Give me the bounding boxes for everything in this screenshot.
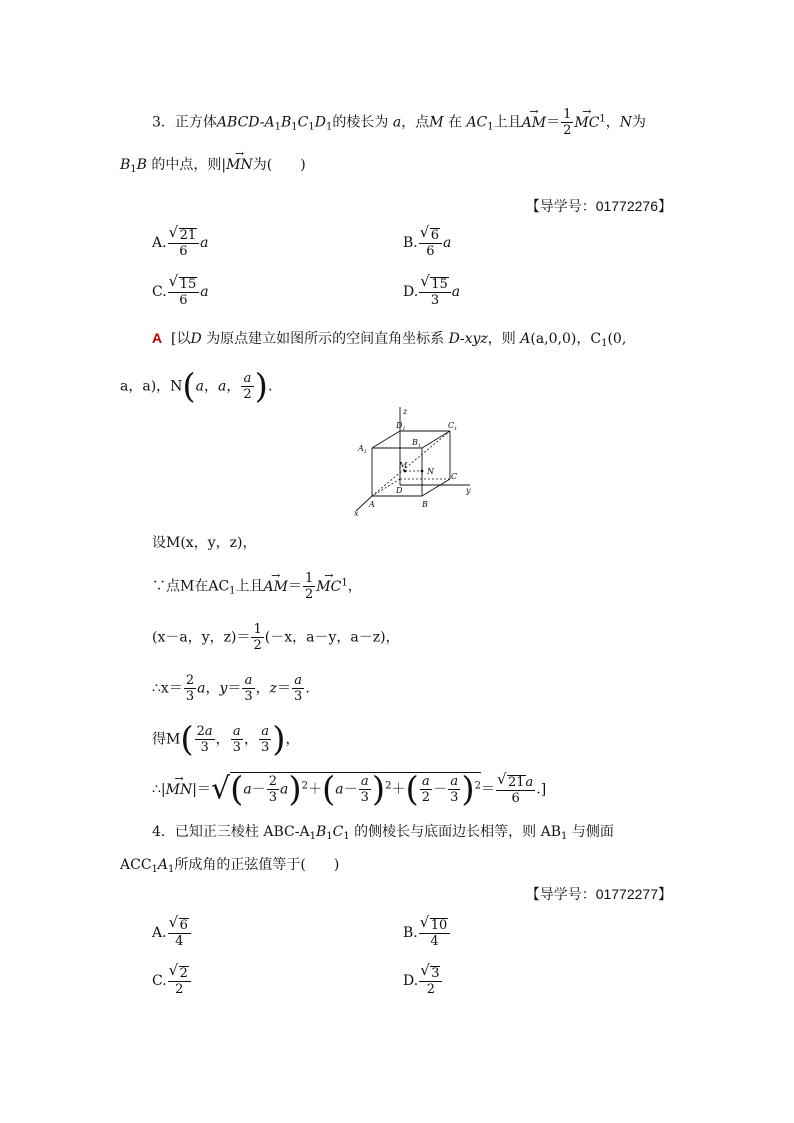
q3-solution-line1: A [以D 为原点建立如图所示的空间直角坐标系 D-xyz，则 A(a,0,0)，$C_1(0$, bbox=[152, 330, 627, 349]
solution-text: ∴x＝ bbox=[152, 680, 183, 697]
q4-option-c[interactable] bbox=[152, 966, 192, 996]
option-radicand: 15 bbox=[179, 277, 197, 292]
label-a: A bbox=[369, 500, 375, 509]
option-letter: D. bbox=[403, 284, 419, 300]
point-n bbox=[421, 470, 424, 473]
option-radicand: 6 bbox=[179, 918, 188, 933]
option-letter: A. bbox=[152, 925, 167, 941]
option-denominator: 6 bbox=[179, 293, 188, 308]
option-letter: C. bbox=[152, 284, 167, 300]
q4-text: 所成角的正弦值等于( ) bbox=[174, 857, 340, 873]
solution-text: 上且 bbox=[235, 578, 264, 595]
solution-text: 设M(x，y，z)， bbox=[152, 535, 257, 551]
point-m bbox=[404, 470, 407, 473]
q3-text: 在 bbox=[447, 114, 462, 131]
label-m: M bbox=[399, 461, 408, 470]
label-x: x bbox=[354, 509, 359, 517]
q3-number: 3． bbox=[152, 114, 175, 131]
option-denominator: 3 bbox=[430, 293, 440, 308]
option-letter: A. bbox=[152, 235, 167, 251]
option-denominator: 6 bbox=[179, 244, 188, 259]
label-c: C bbox=[451, 472, 458, 481]
answer-label: A bbox=[152, 330, 163, 346]
q3-text: ， bbox=[605, 114, 620, 131]
option-denominator: 2 bbox=[426, 982, 435, 997]
label-y: y bbox=[466, 486, 471, 495]
solution-text: (x－a，y，z)＝ bbox=[152, 629, 251, 646]
q4-text: 已知正三棱柱 ABC-A bbox=[174, 824, 310, 840]
label-b1: $B_1$ bbox=[412, 438, 422, 449]
solution-text: (0, bbox=[607, 331, 627, 347]
q3-option-d[interactable]: D. √ $\frac{15}{3}$ a bbox=[403, 277, 460, 307]
q3-text: 上且 bbox=[493, 114, 522, 131]
q3-option-a[interactable]: A. √ $\frac{21}{6}$ a bbox=[152, 228, 208, 258]
radical: (a－ $\frac{2}{3}$ a)$^2$＋(a－ $\frac{a}{3}$ )$^2$＋( $\frac{a}{2}$ － $\frac{a}{3}$ )$^2$ bbox=[230, 769, 481, 810]
q3-magnitude-line: ∴|→ MN|＝√(a－ $\frac{2}{3}$ a)$^2$＋(a－ $\frac{a}{3}$ )$^2$＋( $\frac{a}{2}$ － $\frac{a}{3}$ )$^2$＝ √ $\frac{21a}{6}$ .] bbox=[152, 772, 546, 805]
cube-edge bbox=[422, 479, 450, 496]
q4-option-d[interactable] bbox=[403, 966, 443, 996]
q3-cube-name: ABCD-A bbox=[216, 114, 275, 131]
q4-option-a[interactable] bbox=[152, 918, 192, 948]
q3-text: 的中点，则| bbox=[151, 157, 227, 173]
option-radicand: 15 bbox=[431, 277, 448, 292]
option-radicand: 10 bbox=[430, 918, 448, 933]
cube-edge bbox=[422, 431, 450, 448]
q3-text: 为( ) bbox=[252, 157, 306, 173]
label-c1: $C_1$ bbox=[448, 421, 458, 432]
q3-get-m-line: 得M( $\frac{2a}{3}$ ， $\frac{a}{3}$ ， $\frac{a}{3}$ )， bbox=[152, 719, 300, 760]
q3-stem-line1: 3．正方体ABCD-$A_1B_1C_1D_1$的棱长为 a，点M 在 $AC_1$上且→ AM＝ $\frac{1}{2}$ → $MC^1$，N为 bbox=[152, 108, 646, 137]
label-d1: $D_1$ bbox=[396, 421, 406, 432]
q4-option-b[interactable] bbox=[403, 918, 451, 948]
q4-number: 4． bbox=[152, 824, 175, 840]
q3-text: 正方体 bbox=[174, 114, 217, 131]
q4-text: 的侧棱长与底面边长相等，则 AB bbox=[349, 824, 562, 840]
option-radicand: 6 bbox=[430, 228, 440, 243]
q3-stem-line2: $B_1B$ 的中点，则|→ MN为( ) bbox=[120, 155, 306, 175]
q3-solution-line2: a，a)，N(a，a， $\frac{a}{2}$ ). bbox=[120, 366, 273, 407]
q3-text: ，点 bbox=[401, 114, 430, 131]
q4-stem-line1: 4．已知正三棱柱 ABC-$A_1B_1C_1$ 的侧棱长与底面边长相等，则 $AB_1$ 与侧面 bbox=[152, 824, 614, 842]
option-letter: B. bbox=[403, 925, 418, 941]
q3-option-b[interactable]: B. √ $\frac{6}{6}$ a bbox=[403, 228, 451, 258]
solution-text: 得M bbox=[152, 731, 181, 748]
q3-equation-line: (x－a，y，z)＝ $\frac{1}{2}$ (－x，a－y，a－z)， bbox=[152, 622, 400, 653]
label-z: z bbox=[403, 407, 408, 416]
label-d: D bbox=[396, 486, 403, 495]
option-radicand: 21 bbox=[179, 228, 197, 243]
cube-figure bbox=[350, 405, 480, 517]
q3-therefore-line: ∴x＝ $\frac{2}{3}$ a，y＝ $\frac{a}{3}$ ，z＝ $\frac{a}{3}$ . bbox=[152, 673, 310, 704]
label-b: B bbox=[422, 500, 428, 509]
q4-text: 与侧面 bbox=[567, 824, 614, 840]
option-letter: D. bbox=[403, 973, 419, 989]
option-denominator: 4 bbox=[175, 934, 184, 949]
option-denominator: 2 bbox=[175, 982, 184, 997]
option-letter: B. bbox=[403, 235, 418, 251]
solution-text: ∵点M在AC bbox=[152, 578, 230, 595]
solution-text: [以 bbox=[171, 331, 191, 347]
option-radicand: 3 bbox=[431, 966, 440, 981]
q3-set-m bbox=[152, 533, 256, 553]
solution-text: ，则 bbox=[487, 331, 516, 347]
solution-text: (a,0,0)，C bbox=[530, 331, 602, 347]
label-a1: $A_1$ bbox=[358, 444, 367, 455]
option-denominator: 6 bbox=[426, 244, 435, 259]
q4-stem-line2: $ACC_1A_1$所成角的正弦值等于( ) bbox=[120, 857, 340, 875]
q3-option-c[interactable]: C. √ $\frac{15}{6}$ a bbox=[152, 277, 209, 307]
q4-guide-number: 【导学号：01772277】 bbox=[525, 886, 672, 902]
q3-because-line: ∵点M在$AC_1$上且→ AM＝ $\frac{1}{2}$ → $MC^1$， bbox=[152, 572, 362, 601]
option-radicand: 2 bbox=[179, 966, 188, 981]
solution-text: (－x，a－y，a－z)， bbox=[264, 629, 400, 646]
option-letter: C. bbox=[152, 973, 167, 989]
q4-text: ACC bbox=[120, 857, 152, 873]
solution-text: ∴| bbox=[152, 781, 166, 798]
q3-text: 为 bbox=[632, 114, 647, 131]
q3-text: 的棱长为 bbox=[332, 114, 389, 131]
solution-text: a，a)，N bbox=[120, 378, 183, 395]
solution-text: 为原点建立如图所示的空间直角坐标系 bbox=[206, 331, 445, 347]
cube-edge bbox=[372, 431, 400, 448]
q3-guide-number: 【导学号：01772276】 bbox=[525, 198, 672, 214]
label-n: N bbox=[427, 467, 434, 476]
solution-text: ] bbox=[540, 781, 547, 798]
option-denominator: 4 bbox=[430, 934, 439, 949]
